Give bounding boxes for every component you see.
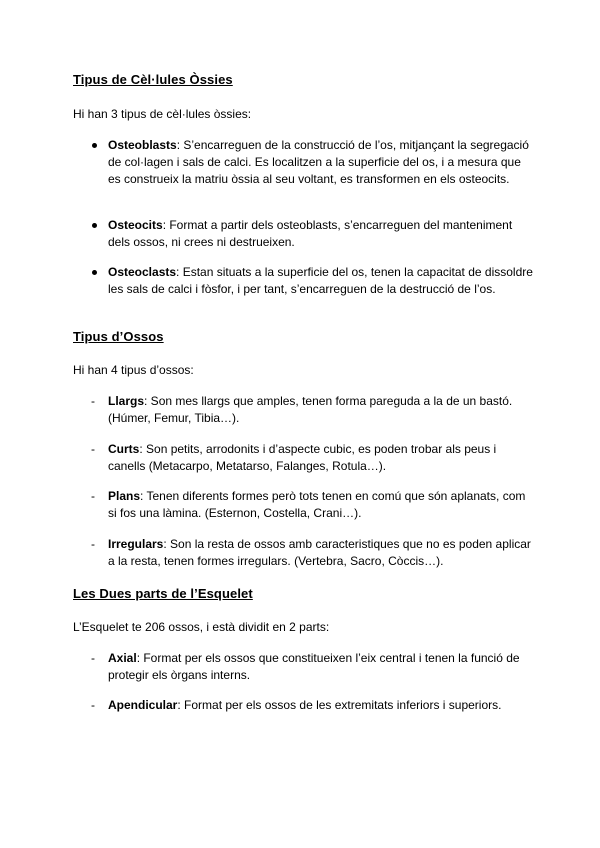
item-term: Irregulars [108, 537, 164, 551]
dash-marker: - [91, 651, 95, 665]
item-text: : Format per els ossos de les extremitats inferiors i superiors. [177, 698, 502, 712]
section-intro: L’Esquelet te 206 ossos, i està dividit en 2 parts: [73, 620, 330, 634]
list-item [91, 536, 536, 570]
item-text: : Son la resta de ossos amb caracteristiques que no es poden aplicar a la resta, tenen formes irregulars. (Vertebra, Sacro, Còccis…). [108, 537, 531, 568]
item-term: Apendicular [108, 698, 178, 712]
dash-marker: - [91, 442, 95, 456]
item-term: Curts [108, 442, 140, 456]
item-text: : Tenen diferents formes però tots tenen en comú que són aplanats, com si fos una làmina. (Esternon, Costella, Crani…). [108, 489, 526, 520]
item-text: : Format per els ossos que constitueixen l’eix central i tenen la funció de protegir els òrgans interns. [108, 651, 520, 682]
dash-marker: - [91, 394, 95, 408]
dash-marker: - [91, 698, 95, 712]
item-term: Llargs [108, 394, 145, 408]
item-text: : Estan situats a la superficie del os, tenen la capacitat de dissoldre les sals de calci i fòsfor, i per tant, s’encarreguen de la destrucció de l’os. [108, 265, 533, 296]
list-item [91, 137, 536, 188]
list-item [91, 441, 536, 475]
list-item [91, 217, 536, 251]
item-text: : Son mes llargs que amples, tenen forma pareguda a la de un bastó. (Húmer, Femur, Tibia…). [108, 394, 513, 425]
list-item [91, 393, 536, 427]
item-text: : S’encarreguen de la construcció de l’os, mitjançant la segregació de col·lagen i sals de calci. Es localitzen a la superficie del os, i a mesura que es construeix la matriu òssia al seu voltant, es transformen en els osteocits. [108, 138, 529, 186]
item-term: Axial [108, 651, 137, 665]
list-item [91, 650, 536, 684]
item-term: Osteoblasts [108, 138, 177, 152]
item-term: Plans [108, 489, 141, 503]
item-term: Osteocits [108, 218, 163, 232]
list-item [91, 488, 536, 522]
dash-marker: - [91, 489, 95, 503]
section-heading: Tipus de Cèl·lules Òssies [73, 72, 233, 87]
dash-marker: - [91, 537, 95, 551]
item-text: : Son petits, arrodonits i d’aspecte cubic, es poden trobar als peus i canells (Metacarpo, Metatarso, Falanges, Rotula…). [108, 442, 497, 473]
item-text: : Format a partir dels osteoblasts, s’encarreguen del manteniment dels ossos, ni crees ni destrueixen. [108, 218, 513, 249]
list-item [91, 697, 536, 714]
section-heading: Tipus d’Ossos [73, 329, 164, 344]
section-heading: Les Dues parts de l’Esquelet [73, 586, 253, 601]
section-intro: Hi han 4 tipus d’ossos: [73, 363, 194, 377]
section-intro: Hi han 3 tipus de cèl·lules òssies: [73, 107, 252, 121]
item-term: Osteoclasts [108, 265, 177, 279]
list-item [91, 264, 536, 298]
